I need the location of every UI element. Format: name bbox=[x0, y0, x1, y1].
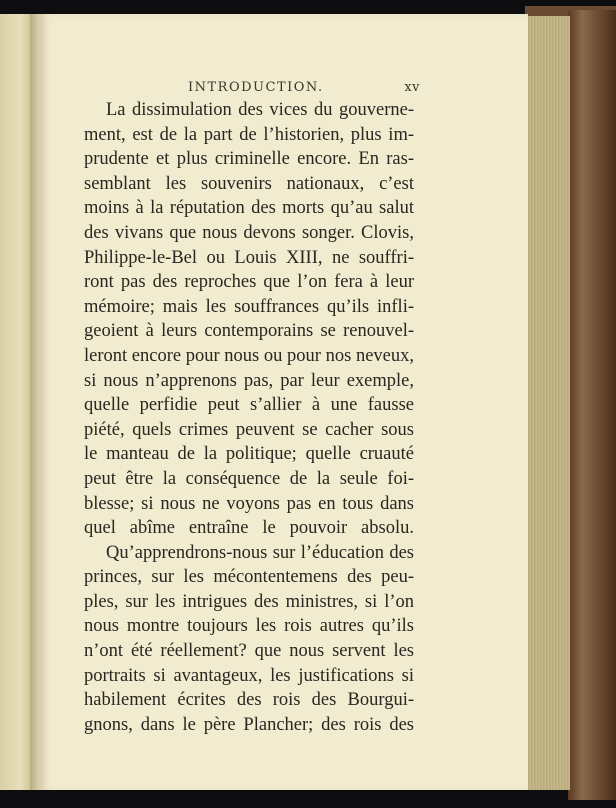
text-line: gnons, dans le père Plancher; des rois des bbox=[84, 714, 414, 735]
text-line: mémoire; mais les souffrances qu’ils infli- bbox=[84, 296, 414, 317]
text-line: leront encore pour nous ou pour nos neveux, bbox=[84, 345, 414, 366]
text-line: semblant les souvenirs nationaux, c’est bbox=[84, 173, 414, 194]
text-line: geoient à leurs contemporains se renouvel- bbox=[84, 321, 414, 342]
text-line: des vivans que nous devons songer. Clovis, bbox=[84, 222, 414, 243]
text-line: peut être la conséquence de la seule foi- bbox=[84, 468, 414, 489]
running-header bbox=[188, 80, 420, 98]
text-line: Philippe-le-Bel ou Louis XIII, ne souffri- bbox=[84, 247, 414, 268]
left-page-edge bbox=[0, 14, 34, 790]
page-fore-edge bbox=[522, 16, 570, 790]
text-line: nous montre toujours les rois autres qu’ils bbox=[84, 616, 414, 637]
book-cover-edge bbox=[568, 10, 616, 800]
text-line: n’ont été réellement? que nous servent les bbox=[84, 641, 414, 662]
page-number: xv bbox=[404, 80, 420, 95]
text-line: moins à la réputation des morts qu’au salut bbox=[84, 198, 414, 219]
text-line: Qu’apprendrons-nous sur l’éducation des bbox=[106, 542, 414, 563]
running-title: INTRODUCTION. bbox=[188, 80, 324, 95]
text-line: blesse; si nous ne voyons pas en tous dans bbox=[84, 493, 414, 514]
text-line: habilement écrites des rois des Bourgui- bbox=[84, 690, 414, 711]
text-line: ples, sur les intrigues des ministres, si l’on bbox=[84, 591, 414, 612]
text-line: La dissimulation des vices du gouverne- bbox=[106, 100, 414, 120]
text-line: quel abîme entraîne le pouvoir absolu. bbox=[84, 518, 414, 539]
text-line: ront pas des reproches que l’on fera à leur bbox=[84, 272, 414, 293]
text-line: ment, est de la part de l’historien, plus im- bbox=[84, 124, 414, 145]
body-text bbox=[84, 98, 414, 737]
text-line: piété, quels crimes peuvent se cacher sous bbox=[84, 419, 414, 440]
text-line: prudente et plus criminelle encore. En ras- bbox=[84, 149, 414, 170]
text-line: si nous n’apprenons pas, par leur exemple, bbox=[84, 370, 414, 391]
text-line: princes, sur les mécontentemens des peu- bbox=[84, 567, 414, 588]
text-line: portraits si avantageux, les justifications si bbox=[84, 665, 414, 686]
text-line: le manteau de la politique; quelle cruauté bbox=[84, 444, 414, 465]
text-line: quelle perfidie peut s’allier à une fausse bbox=[84, 395, 414, 416]
